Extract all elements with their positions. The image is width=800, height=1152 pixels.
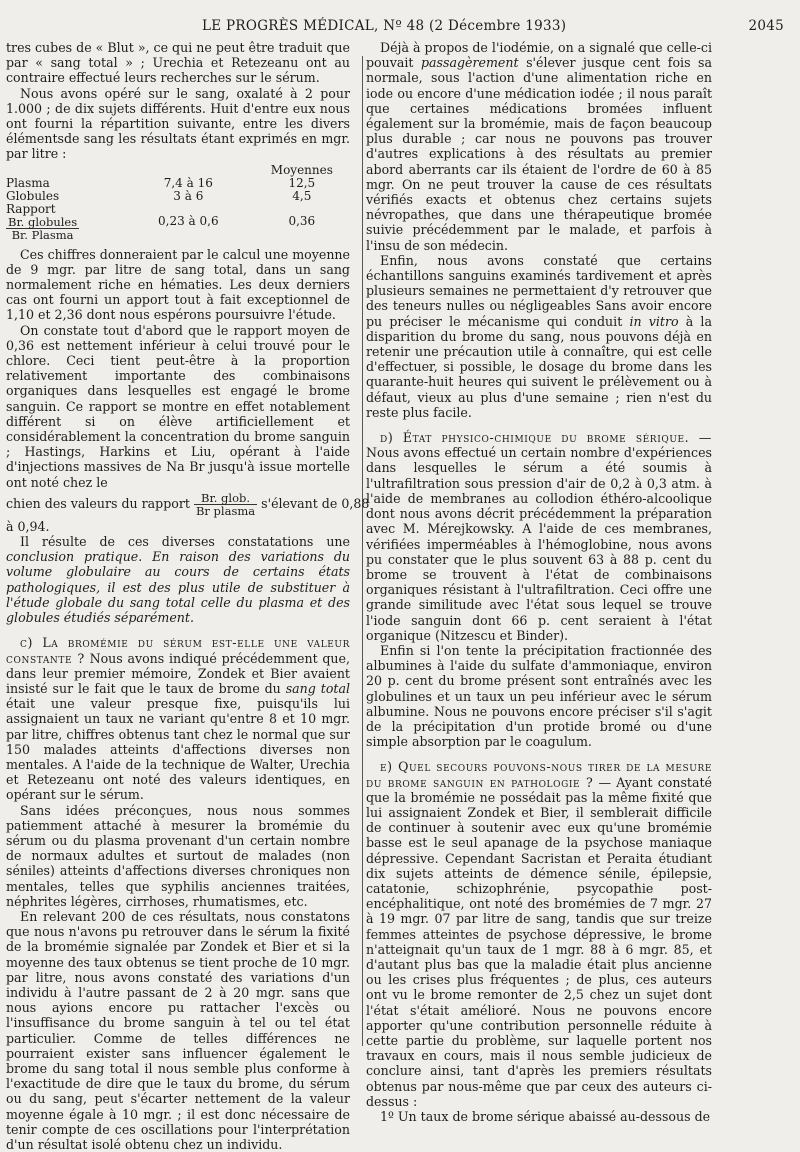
row-label: Rapport xyxy=(6,201,56,216)
ratio-text: chien des valeurs du rapport xyxy=(6,495,190,511)
row-range: 3 à 6 xyxy=(173,188,204,203)
row-label: Globules xyxy=(6,188,60,203)
paragraph-text: Déjà à propos de l'iodémie, on a signalé que celle-ci pouvait xyxy=(366,40,712,71)
column-header-moyennes: Moyennes xyxy=(270,162,333,177)
ratio-text: s'élevant de 0,88 xyxy=(261,495,370,511)
running-head xyxy=(12,18,792,40)
section-heading: c) La bromémie du sérum est-elle une valeur constante ? xyxy=(6,635,350,666)
section-d xyxy=(366,430,712,643)
paragraph: tres cubes de « Blut », ce qui ne peut être traduit que par « sang total » ; Urechia et Retezeanu ont au contraire effectué leurs recherches sur le sérum. xyxy=(6,40,350,86)
paragraph: Nous avons opéré sur le sang, oxalaté à 2 pour 1.000 ; de dix sujets différents. Huit d'entre eux nous ont fourni la répartition suivante, entre les divers élémentsde sang les résultats étant exprimés en mgr. par litre : xyxy=(6,85,350,162)
column-divider xyxy=(362,56,363,1046)
fraction-denominator: Br. Plasma xyxy=(11,227,74,242)
section-heading: d) État physico-chimique du brome sérique. — xyxy=(380,430,712,446)
right-column xyxy=(366,40,712,1124)
italic-term: passagèrement xyxy=(420,55,519,71)
italic-term: sang total xyxy=(285,680,350,696)
left-column xyxy=(6,40,370,1152)
paragraph-text: Enfin, nous avons constaté que certains échantillons sanguins examinés tardivement et après plusieurs semaines ne permettaient d'y retrouver que des teneurs nulles ou négligeables Sans avoir encore pu préciser le mécanisme qui conduit xyxy=(366,252,712,329)
journal-title: LE PROGRÈS MÉDICAL, Nº 48 (2 Décembre 1933) xyxy=(202,18,567,34)
page-number: 2045 xyxy=(748,18,784,34)
paragraph: Sans idées préconçues, nous nous sommes patiemment attaché à mesurer la bromémie du sérum ou du plasma provenant d'un certain nombre de normaux adultes et surtout de malades (non séniles) atteints d'affections diverses chroniques non mentales, telles que syphilis anciennes traitées, néphrites légères, cirrhoses, rhumatismes, etc. xyxy=(6,802,350,909)
row-label: Plasma xyxy=(6,175,50,190)
row-mean: 0,36 xyxy=(288,214,316,229)
paragraph-text: — Ayant constaté que la bromémie ne possédait pas la même fixité que lui assignaient Zondek et Bier, il semblerait difficile de continuer à soutenir avec eux qu'une bromémie basse est le seul apanage de la psychose maniaque dépressive. Cependant Sacristan et Peraita étudiant dix sujets atteints de démence sénile, épilepsie, catatonie, schizophrénie, psycopathie post-encéphalitique, ont noté des bromémies de 7 mgr. 27 à 19 mgr. 07 par litre de sang, tandis que sur treize femmes atteintes de psychose dépressive, le brome n'atteignait qu'un taux de 1 mgr. 88 à 6 mgr. 85, et d'autant plus bas que la maladie était plus ancienne ou les crises plus fréquentes ; de plus, ces auteurs ont vu le brome remonter de 2,5 chez un sujet dont l'état s'était amélioré. Nous ne pouvons encore apporter qu'une contribution personnelle réduite à cette partie du problème, sur laquelle portent nos travaux en cours, mais il nous semble judicieux de conclure ainsi, tant d'après les premiers résultats obtenus par nous-même que par ceux des auteurs ci-dessus : xyxy=(366,774,712,1109)
paragraph: Ces chiffres donneraient par le calcul une moyenne de 9 mgr. par litre de sang total, dans un sang normalement riche en hématies. Les deux derniers cas ont fourni un apport tout à fait exceptionnel de 1,10 et 2,36 dont nous espérons poursuivre l'étude. xyxy=(6,246,350,323)
section-heading: e) Quel secours pouvons-nous tirer de la mesure du brome sanguin en pathologie ? xyxy=(366,759,712,790)
ratio-fraction xyxy=(194,492,257,517)
ratio-fraction xyxy=(6,216,79,241)
table-row-rapport xyxy=(6,203,350,241)
paragraph xyxy=(6,534,350,625)
row-mean: 12,5 xyxy=(288,175,316,190)
paragraph xyxy=(366,40,712,253)
bromine-distribution-table xyxy=(6,164,350,241)
fraction-numerator: Br. globules xyxy=(8,214,78,229)
paragraph-text: à la disparition du brome du sang, nous pouvons déjà en retenir une précaution utile à connaître, qui est celle d'effectuer, si possible, le dosage du brome dans les quarante-huit heures qui suivent le prélèvement ou à défaut, vieux au plus d'une semaine ; rien n'est du reste plus facile. xyxy=(366,313,712,420)
paragraph-text: Nous avons effectué un certain nombre d'expériences dans lesquelles le sérum a été soumis à l'ultrafiltration sous pression d'air de 0,2 à 0,3 atm. à l'aide de membranes au collodion éthéro-alcoolique dont nous avons décrit précédemment la préparation avec M. Mérejkowsky. A l'aide de ces membranes, vérifiées imperméables à l'hémoglobine, nous avons pu constater que le plus souvent 63 à 88 p. cent du brome se trouvent à l'état de combinaisons organiques résistant à l'ultrafiltration. Ceci offre une grande similitude avec l'état sous lequel se trouve l'iode sanguin dont 66 p. cent seraient à l'état organique (Nitzescu et Binder). xyxy=(366,445,712,643)
row-mean: 4,5 xyxy=(292,188,312,203)
paragraph-text: s'élever jusque cent fois sa normale, sous l'action d'une alimentation riche en iode ou encore d'une médication iodée ; il nous paraît que certaines médications bromées influent également sur la bromémie, mais de façon beaucoup plus durable ; car nous ne pouvons pas trouver d'autres explications à des résultats au premier abord aberrants car ils étaient de l'ordre de 60 à 85 mgr. On ne peut trouver la cause de ces résultats vérifiés exacts et obtenus chez certains sujets névropathes, que dans une thérapeutique bromée suivie précédemment par le malade, et parfois à l'insu de son médecin. xyxy=(366,55,712,253)
section-e xyxy=(366,759,712,1109)
paragraph-text: Nous avons indiqué précédemment que, dans leur premier mémoire, Zondek et Bier avaient insisté sur le fait que le taux de brome du xyxy=(6,650,350,696)
paragraph: à 0,94. xyxy=(6,518,50,534)
ratio-inline xyxy=(6,490,370,518)
paragraph: En relevant 200 de ces résultats, nous constatons que nous n'avons pu retrouver dans le sérum la fixité de la bromémie signalée par Zondek et Bier et si la moyenne des taux obtenus se tient proche de 10 mgr. par litre, nous avons constaté des variations d'un individu à l'autre passant de 2 à 20 mgr. sans que nous ayions encore pu rattacher l'excès ou l'insuffisance du brome sanguin à tel ou tel état particulier. Comme de telles différences ne pourraient exister sans influencer également le brome du sang total il nous semble plus conforme à l'exactitude de dire que le taux du brome, du sérum ou du sang, peut s'écarter nettement de la valeur moyenne égale à 10 mgr. ; il est donc nécessaire de tenir compte de ces oscillations pour l'interprétation d'un résultat isolé obtenu chez un individu. xyxy=(6,908,350,1152)
paragraph-text: Il résulte de ces diverses constatations une xyxy=(20,534,350,550)
table-header-row xyxy=(6,164,350,177)
paragraph: 1º Un taux de brome sérique abaissé au-dessous de xyxy=(380,1109,711,1125)
section-c xyxy=(6,635,350,802)
fraction-denominator: Br plasma xyxy=(195,503,256,518)
fraction-numerator: Br. glob. xyxy=(194,492,257,505)
conclusion-italic: conclusion pratique. En raison des variations du volume globulaire au cours de certains états pathologiques, il est des plus utile de substituer à l'étude globale du sang total celle du plasma et des globules étudiés séparément. xyxy=(6,549,350,626)
row-range: 0,23 à 0,6 xyxy=(158,214,219,229)
paragraph: On constate tout d'abord que le rapport moyen de 0,36 est nettement inférieur à celui trouvé pour le chlore. Ceci tient peut-être à la proportion relativement importante des combinaisons organiques dans lesquelles est engagé le brome sanguin. Ce rapport se montre en effet notablement différent si on élève artificiellement et considérablement la concentration du brome sanguin ; Hastings, Harkins et Liu, opérant à l'aide d'injections massives de Na Br jusqu'à issue mortelle ont noté chez le xyxy=(6,322,350,490)
paragraph: Enfin si l'on tente la précipitation fractionnée des albumines à l'aide du sulfate d'ammoniaque, environ 20 p. cent du brome présent sont entraînés avec les globulines et un taux un peu inférieur avec le sérum albumine. Nous ne pouvons encore préciser s'il s'agit de la précipitation d'un protide bromé ou d'une simple absorption par le coagulum. xyxy=(366,642,712,750)
paragraph xyxy=(366,253,712,420)
row-range: 7,4 à 16 xyxy=(163,175,213,190)
italic-term: in vitro xyxy=(629,313,679,329)
table-row xyxy=(6,177,350,190)
paragraph-text: était une valeur presque fixe, puisqu'ils lui assignaient un taux ne variant qu'entre 8 et 10 mgr. par litre, chiffres obtenus tant chez le normal que sur 150 malades atteints d'affections diverses non mentales. A l'aide de la technique de Walter, Urechia et Retezeanu ont noté des valeurs identiques, en opérant sur le sérum. xyxy=(6,696,350,803)
table-row xyxy=(6,190,350,203)
